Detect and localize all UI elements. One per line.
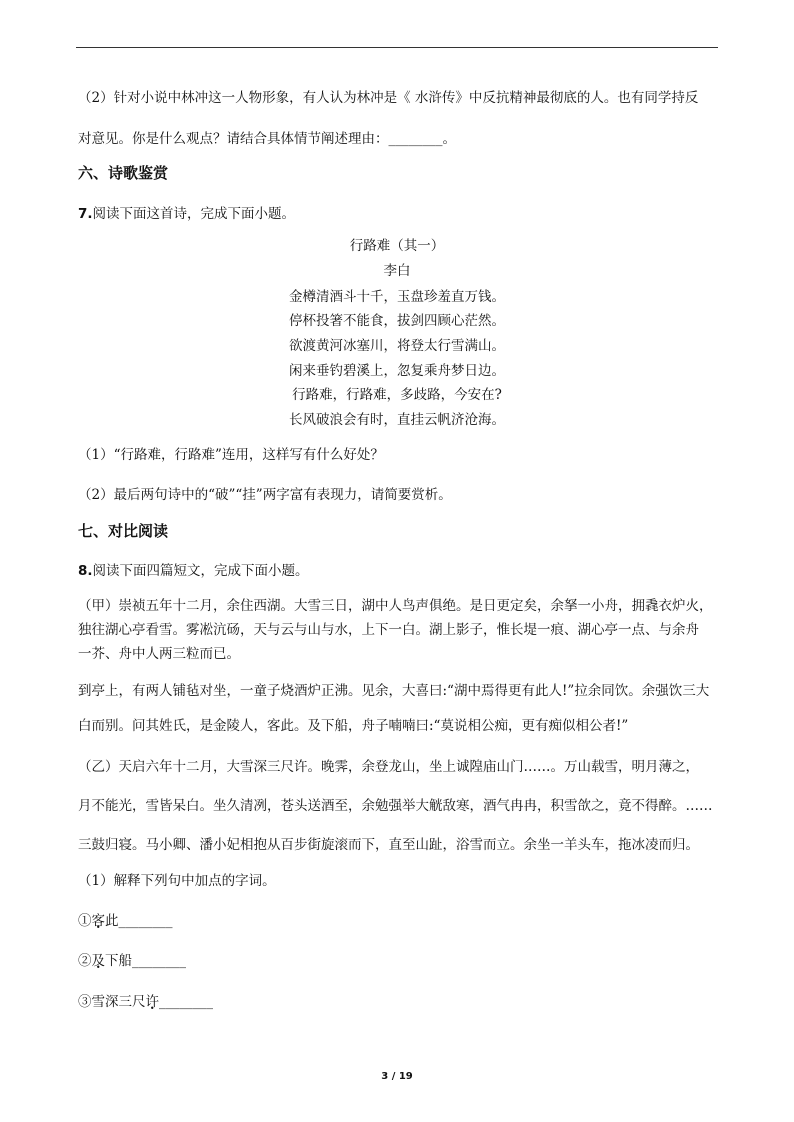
q8-number: 8. [78, 563, 93, 579]
poem-line: 金樽清酒斗十千，玉盘珍羞直万钱。 [289, 289, 505, 305]
q7-sub1: （1）“行路难，行路难”连用，这样写有什么好处？ [78, 447, 384, 463]
passage-yi-line: （乙）天启六年十二月，大雪深三尺许。晚霁，余登龙山，坐上诚隍庙山门……。万山载雪，明月薄之， [78, 759, 699, 775]
passage-yi-line: 月不能光，雪皆呆白。坐久清冽，苍头送酒至，余勉强举大觥敌寒，酒气冉冉，积雪欱之，竟不得醉。…… [78, 798, 713, 814]
q8-stem [78, 561, 309, 581]
q8-sub1: （1）解释下列句中加点的字词。 [78, 873, 276, 889]
poem-line: 长风破浪会有时，直挂云帆济沧海。 [289, 412, 505, 428]
q8-stem-text: 阅读下面四篇短文，完成下面小题。 [92, 563, 309, 579]
poem-line: 行路难，行路难，多歧路，今安在? [292, 387, 502, 403]
q7-stem-text: 阅读下面这首诗，完成下面小题。 [92, 206, 296, 222]
item2-blank: ________ [132, 953, 186, 969]
header-rule [76, 47, 718, 48]
item1-rest: 此 [105, 913, 119, 929]
q7-stem [78, 204, 295, 224]
item2-rest: 下船 [105, 953, 132, 969]
passage-jia-line: 白而别。问其姓氏，是金陵人，客此。及下船，舟子喃喃曰:“莫说相公痴，更有痴似相公者!” [78, 718, 629, 734]
item1-blank: ________ [118, 913, 173, 929]
item2-dotted-char: 及 [91, 953, 105, 969]
poem-title: 行路难（其一） [349, 238, 445, 254]
q7-number: 7. [78, 206, 93, 222]
poem-line: 停杯投箸不能食，拔剑四顾心茫然。 [289, 313, 505, 329]
passage-yi-line: 三鼓归寝。马小卿、潘小妃相抱从百步街旋滚而下，直至山趾，浴雪而立。余坐一羊头车，拖冰凌而归。 [78, 837, 699, 853]
passage-jia-line: 独往湖心亭看雪。雾凇沆砀，天与云与山与水，上下一白。湖上影子，惟长堤一痕、湖心亭一点、与余舟 [78, 622, 699, 638]
poem-author: 李白 [383, 263, 411, 279]
section7-heading: 七、对比阅读 [78, 522, 169, 540]
passage-jia-line: 到亭上，有两人铺毡对坐，一童子烧酒炉正沸。见余，大喜曰:“湖中焉得更有此人!”拉余同饮。余强饮三大 [78, 683, 710, 699]
q8-item2 [78, 951, 186, 971]
page-number: 3 / 19 [381, 1071, 413, 1082]
q8-item3 [78, 992, 213, 1012]
item3-blank: ________ [159, 994, 213, 1010]
poem-line: 欲渡黄河冰塞川，将登太行雪满山。 [289, 338, 505, 354]
q6-sub2-line1: （2）针对小说中林冲这一人物形象，有人认为林冲是《 水浒传》中反抗精神最彻底的人。也有同学持反 [78, 90, 699, 106]
passage-jia-line: 一芥、舟中人两三粒而已。 [78, 646, 240, 662]
item2-prefix: ② [78, 953, 92, 969]
item1-dotted-char: 客 [91, 913, 105, 929]
item1-prefix: ① [78, 913, 92, 929]
item3-prefix: ③雪深三尺 [78, 994, 146, 1010]
poem-line: 闲来垂钓碧溪上，忽复乘舟梦日边。 [289, 363, 505, 379]
q7-sub2: （2）最后两句诗中的“破”“挂”两字富有表现力，请简要赏析。 [78, 487, 452, 503]
passage-jia-line: （甲）崇祯五年十二月，余住西湖。大雪三日，湖中人鸟声俱绝。是日更定矣，余拏一小舟，拥毳衣炉火， [78, 598, 713, 614]
q8-item1 [78, 911, 173, 931]
section6-heading: 六、诗歌鉴赏 [78, 164, 169, 182]
q6-sub2-line2: 对意见。你是什么观点？请结合具体情节阐述理由：________。 [78, 131, 456, 147]
item3-dotted-char: 许 [145, 994, 159, 1010]
